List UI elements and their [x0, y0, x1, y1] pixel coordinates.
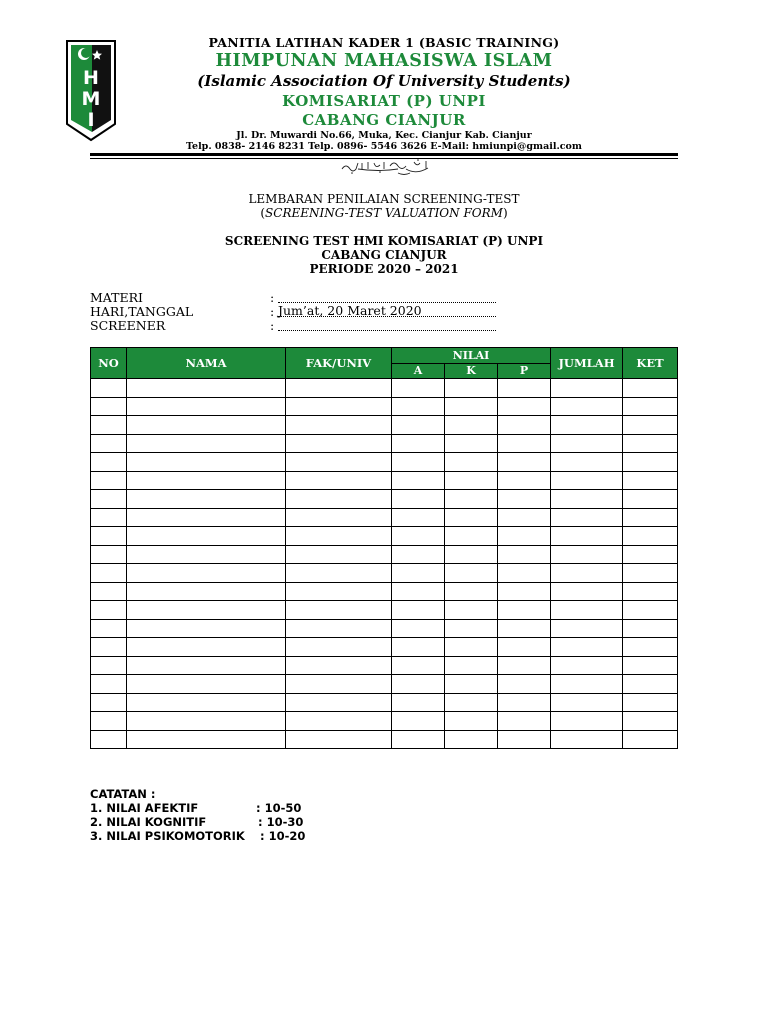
- field-label: HARI,TANGGAL: [90, 304, 194, 319]
- cell-psikomotorik[interactable]: [498, 730, 551, 749]
- cell-psikomotorik[interactable]: [498, 397, 551, 416]
- note-value: : 10-50: [256, 801, 302, 815]
- table-row: [91, 379, 678, 398]
- cell-kognitif[interactable]: [445, 730, 498, 749]
- test-period: PERIODE 2020 – 2021: [309, 262, 459, 276]
- svg-text:M: M: [81, 88, 101, 110]
- cell-psikomotorik[interactable]: [498, 379, 551, 398]
- field-materi: [90, 290, 510, 304]
- cell-kognitif[interactable]: [445, 564, 498, 583]
- table-row: [91, 397, 678, 416]
- cell-no[interactable]: [91, 730, 127, 749]
- cell-afektif[interactable]: [392, 675, 445, 694]
- note-item: [90, 801, 302, 815]
- cell-ket[interactable]: [623, 693, 678, 712]
- cell-afektif[interactable]: [392, 471, 445, 490]
- cell-kognitif[interactable]: [445, 527, 498, 546]
- cell-fak-univ[interactable]: [286, 434, 392, 453]
- committee-name: PANITIA LATIHAN KADER 1 (BASIC TRAINING): [208, 35, 560, 50]
- cell-psikomotorik[interactable]: [498, 582, 551, 601]
- col-header-psikomotorik: P: [498, 363, 551, 379]
- cell-ket[interactable]: [623, 471, 678, 490]
- cell-no[interactable]: [91, 434, 127, 453]
- cell-ket[interactable]: [623, 379, 678, 398]
- table-row: [91, 730, 678, 749]
- hari-tanggal-input[interactable]: Jum’at, 20 Maret 2020: [278, 304, 496, 317]
- cell-kognitif[interactable]: [445, 675, 498, 694]
- cell-nama[interactable]: [127, 693, 286, 712]
- cell-no[interactable]: [91, 564, 127, 583]
- table-row: [91, 619, 678, 638]
- score-table-body: [91, 379, 678, 749]
- field-label: SCREENER: [90, 318, 166, 333]
- cell-fak-univ[interactable]: [286, 564, 392, 583]
- cell-psikomotorik[interactable]: [498, 471, 551, 490]
- table-row: [91, 508, 678, 527]
- org-name: HIMPUNAN MAHASISWA ISLAM: [215, 51, 553, 71]
- cell-afektif[interactable]: [392, 434, 445, 453]
- cell-ket[interactable]: [623, 564, 678, 583]
- cell-fak-univ[interactable]: [286, 508, 392, 527]
- note-label: 2. NILAI KOGNITIF: [90, 815, 207, 829]
- cell-no[interactable]: [91, 508, 127, 527]
- komisariat-name: KOMISARIAT (P) UNPI: [282, 92, 486, 110]
- cell-no[interactable]: [91, 471, 127, 490]
- table-row: [91, 601, 678, 620]
- cell-kognitif[interactable]: [445, 453, 498, 472]
- cell-nama[interactable]: [127, 601, 286, 620]
- cell-afektif[interactable]: [392, 582, 445, 601]
- cell-afektif[interactable]: [392, 730, 445, 749]
- cell-nama[interactable]: [127, 508, 286, 527]
- cell-nama[interactable]: [127, 490, 286, 509]
- cell-fak-univ[interactable]: [286, 490, 392, 509]
- cell-jumlah[interactable]: [551, 527, 623, 546]
- cell-kognitif[interactable]: [445, 712, 498, 731]
- cell-afektif[interactable]: [392, 379, 445, 398]
- cell-fak-univ[interactable]: [286, 675, 392, 694]
- cell-fak-univ[interactable]: [286, 397, 392, 416]
- cell-no[interactable]: [91, 490, 127, 509]
- note-item: [90, 815, 304, 829]
- cell-jumlah[interactable]: [551, 675, 623, 694]
- table-row: [91, 656, 678, 675]
- cell-ket[interactable]: [623, 675, 678, 694]
- cell-no[interactable]: [91, 379, 127, 398]
- table-row: [91, 471, 678, 490]
- cell-no[interactable]: [91, 545, 127, 564]
- cell-kognitif[interactable]: [445, 638, 498, 657]
- cell-psikomotorik[interactable]: [498, 693, 551, 712]
- table-row: [91, 693, 678, 712]
- cell-no[interactable]: [91, 397, 127, 416]
- table-row: [91, 712, 678, 731]
- col-header-nama: NAMA: [127, 348, 286, 379]
- table-row: [91, 545, 678, 564]
- cell-fak-univ[interactable]: [286, 582, 392, 601]
- cell-kognitif[interactable]: [445, 434, 498, 453]
- cell-afektif[interactable]: [392, 656, 445, 675]
- cell-jumlah[interactable]: [551, 564, 623, 583]
- cell-nama[interactable]: [127, 564, 286, 583]
- cell-ket[interactable]: [623, 434, 678, 453]
- cell-jumlah[interactable]: [551, 638, 623, 657]
- cell-nama[interactable]: [127, 527, 286, 546]
- cell-ket[interactable]: [623, 508, 678, 527]
- cell-afektif[interactable]: [392, 508, 445, 527]
- test-branch: CABANG CIANJUR: [321, 248, 447, 262]
- cell-psikomotorik[interactable]: [498, 508, 551, 527]
- col-header-no: NO: [91, 348, 127, 379]
- cell-fak-univ[interactable]: [286, 601, 392, 620]
- score-table: [90, 347, 678, 749]
- cell-psikomotorik[interactable]: [498, 564, 551, 583]
- table-row: [91, 434, 678, 453]
- cell-psikomotorik[interactable]: [498, 638, 551, 657]
- cell-fak-univ[interactable]: [286, 712, 392, 731]
- cell-no[interactable]: [91, 601, 127, 620]
- cell-psikomotorik[interactable]: [498, 416, 551, 435]
- field-colon: :: [270, 318, 275, 333]
- notes-title: CATATAN :: [90, 787, 156, 801]
- cell-jumlah[interactable]: [551, 453, 623, 472]
- cell-nama[interactable]: [127, 656, 286, 675]
- col-header-kognitif: K: [445, 363, 498, 379]
- cell-fak-univ[interactable]: [286, 545, 392, 564]
- cell-nama[interactable]: [127, 379, 286, 398]
- cell-nama[interactable]: [127, 675, 286, 694]
- cell-kognitif[interactable]: [445, 693, 498, 712]
- cell-ket[interactable]: [623, 730, 678, 749]
- note-item: [90, 829, 306, 843]
- table-row: [91, 582, 678, 601]
- cell-ket[interactable]: [623, 638, 678, 657]
- screener-input[interactable]: [278, 318, 496, 331]
- table-row: [91, 527, 678, 546]
- cell-nama[interactable]: [127, 434, 286, 453]
- note-value: : 10-20: [260, 829, 306, 843]
- table-row: [91, 638, 678, 657]
- cell-jumlah[interactable]: [551, 545, 623, 564]
- table-row: [91, 564, 678, 583]
- svg-text:H: H: [83, 67, 99, 89]
- cell-fak-univ[interactable]: [286, 638, 392, 657]
- notes-section: [90, 787, 306, 843]
- field-colon: :: [270, 290, 275, 305]
- cell-nama[interactable]: [127, 619, 286, 638]
- cell-kognitif[interactable]: [445, 656, 498, 675]
- cell-no[interactable]: [91, 693, 127, 712]
- cell-ket[interactable]: [623, 527, 678, 546]
- cell-psikomotorik[interactable]: [498, 453, 551, 472]
- cell-afektif[interactable]: [392, 545, 445, 564]
- field-colon: :: [270, 304, 275, 319]
- cell-psikomotorik[interactable]: [498, 712, 551, 731]
- org-address: Jl. Dr. Muwardi No.66, Muka, Kec. Cianjur Kab. Cianjur: [236, 130, 532, 141]
- cell-psikomotorik[interactable]: [498, 545, 551, 564]
- materi-input[interactable]: [278, 290, 496, 303]
- cell-nama[interactable]: [127, 545, 286, 564]
- cell-fak-univ[interactable]: [286, 527, 392, 546]
- cell-no[interactable]: [91, 582, 127, 601]
- cell-fak-univ[interactable]: [286, 619, 392, 638]
- cell-jumlah[interactable]: [551, 601, 623, 620]
- cell-ket[interactable]: [623, 712, 678, 731]
- cell-nama[interactable]: [127, 397, 286, 416]
- field-label: MATERI: [90, 290, 143, 305]
- cell-no[interactable]: [91, 619, 127, 638]
- cell-jumlah[interactable]: [551, 619, 623, 638]
- col-header-afektif: A: [392, 363, 445, 379]
- cell-jumlah[interactable]: [551, 434, 623, 453]
- cell-no[interactable]: [91, 416, 127, 435]
- cell-no[interactable]: [91, 527, 127, 546]
- cell-nama[interactable]: [127, 453, 286, 472]
- cell-kognitif[interactable]: [445, 582, 498, 601]
- cell-afektif[interactable]: [392, 693, 445, 712]
- col-header-jumlah: JUMLAH: [551, 348, 623, 379]
- note-value: : 10-30: [258, 815, 304, 829]
- svg-text:I: I: [87, 109, 95, 131]
- cell-psikomotorik[interactable]: [498, 675, 551, 694]
- cell-no[interactable]: [91, 453, 127, 472]
- cell-fak-univ[interactable]: [286, 471, 392, 490]
- cell-ket[interactable]: [623, 453, 678, 472]
- cell-fak-univ[interactable]: [286, 453, 392, 472]
- cell-psikomotorik[interactable]: [498, 656, 551, 675]
- cell-fak-univ[interactable]: [286, 379, 392, 398]
- cell-jumlah[interactable]: [551, 730, 623, 749]
- cell-psikomotorik[interactable]: [498, 619, 551, 638]
- cell-afektif[interactable]: [392, 712, 445, 731]
- cell-nama[interactable]: [127, 730, 286, 749]
- cell-nama[interactable]: [127, 416, 286, 435]
- cell-fak-univ[interactable]: [286, 416, 392, 435]
- cell-ket[interactable]: [623, 582, 678, 601]
- cell-jumlah[interactable]: [551, 693, 623, 712]
- cabang-name: CABANG CIANJUR: [302, 111, 466, 129]
- table-row: [91, 453, 678, 472]
- cell-psikomotorik[interactable]: [498, 527, 551, 546]
- header-divider-thick: [90, 153, 678, 156]
- cell-psikomotorik[interactable]: [498, 601, 551, 620]
- cell-kognitif[interactable]: [445, 379, 498, 398]
- cell-jumlah[interactable]: [551, 490, 623, 509]
- cell-afektif[interactable]: [392, 453, 445, 472]
- test-title: SCREENING TEST HMI KOMISARIAT (P) UNPI: [224, 234, 544, 248]
- cell-jumlah[interactable]: [551, 508, 623, 527]
- cell-jumlah[interactable]: [551, 712, 623, 731]
- cell-fak-univ[interactable]: [286, 730, 392, 749]
- cell-jumlah[interactable]: [551, 471, 623, 490]
- table-row: [91, 490, 678, 509]
- cell-kognitif[interactable]: [445, 471, 498, 490]
- cell-afektif[interactable]: [392, 416, 445, 435]
- cell-nama[interactable]: [127, 582, 286, 601]
- cell-kognitif[interactable]: [445, 416, 498, 435]
- cell-jumlah[interactable]: [551, 397, 623, 416]
- cell-jumlah[interactable]: [551, 379, 623, 398]
- cell-ket[interactable]: [623, 416, 678, 435]
- cell-ket[interactable]: [623, 545, 678, 564]
- cell-jumlah[interactable]: [551, 656, 623, 675]
- col-header-fak-univ: FAK/UNIV: [286, 348, 392, 379]
- table-row: [91, 416, 678, 435]
- cell-kognitif[interactable]: [445, 508, 498, 527]
- cell-psikomotorik[interactable]: [498, 434, 551, 453]
- cell-afektif[interactable]: [392, 601, 445, 620]
- cell-jumlah[interactable]: [551, 582, 623, 601]
- cell-kognitif[interactable]: [445, 619, 498, 638]
- table-row: [91, 675, 678, 694]
- cell-ket[interactable]: [623, 656, 678, 675]
- org-contact: Telp. 0838- 2146 8231 Telp. 0896- 5546 3626 E-Mail: hmiunpi@gmail.com: [186, 141, 582, 152]
- cell-afektif[interactable]: [392, 527, 445, 546]
- col-header-nilai: NILAI: [392, 348, 551, 364]
- note-label: 1. NILAI AFEKTIF: [90, 801, 199, 815]
- cell-afektif[interactable]: [392, 490, 445, 509]
- cell-afektif[interactable]: [392, 564, 445, 583]
- cell-nama[interactable]: [127, 712, 286, 731]
- field-screener: [90, 318, 510, 332]
- cell-ket[interactable]: [623, 619, 678, 638]
- cell-nama[interactable]: [127, 638, 286, 657]
- basmala-calligraphy: [338, 157, 438, 177]
- form-title: LEMBARAN PENILAIAN SCREENING-TEST: [248, 192, 520, 206]
- org-english-name: (Islamic Association Of University Students): [197, 72, 571, 90]
- cell-psikomotorik[interactable]: [498, 490, 551, 509]
- cell-fak-univ[interactable]: [286, 656, 392, 675]
- cell-no[interactable]: [91, 656, 127, 675]
- cell-kognitif[interactable]: [445, 397, 498, 416]
- cell-ket[interactable]: [623, 601, 678, 620]
- cell-afektif[interactable]: [392, 638, 445, 657]
- note-label: 3. NILAI PSIKOMOTORIK: [90, 829, 245, 843]
- cell-jumlah[interactable]: [551, 416, 623, 435]
- cell-afektif[interactable]: [392, 619, 445, 638]
- cell-afektif[interactable]: [392, 397, 445, 416]
- cell-no[interactable]: [91, 638, 127, 657]
- cell-kognitif[interactable]: [445, 545, 498, 564]
- col-header-ket: KET: [623, 348, 678, 379]
- form-subtitle: (SCREENING-TEST VALUATION FORM): [260, 206, 508, 220]
- cell-kognitif[interactable]: [445, 601, 498, 620]
- cell-no[interactable]: [91, 675, 127, 694]
- cell-no[interactable]: [91, 712, 127, 731]
- cell-fak-univ[interactable]: [286, 693, 392, 712]
- cell-ket[interactable]: [623, 397, 678, 416]
- field-hari-tanggal: [90, 304, 510, 318]
- cell-nama[interactable]: [127, 471, 286, 490]
- cell-kognitif[interactable]: [445, 490, 498, 509]
- cell-ket[interactable]: [623, 490, 678, 509]
- form-fields: [90, 290, 510, 332]
